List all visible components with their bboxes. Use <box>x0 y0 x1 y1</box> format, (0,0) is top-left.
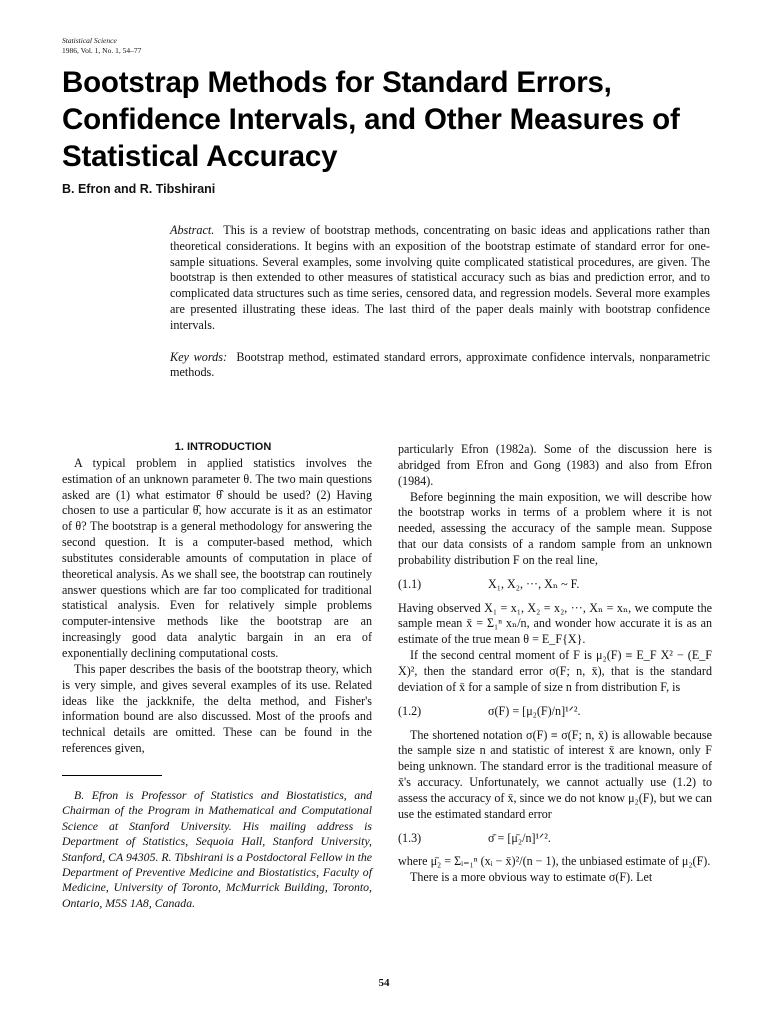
abstract-text: This is a review of bootstrap methods, concentrating on basic ideas and applications rather than theoretical considerations. It begins with an exposition of the bootstrap estimate of standard error for one-sample situations. Several examples, some involving quite complicated statistical procedures, are given. The bootstrap is then extended to other measures of statistical accuracy such as bias and prediction error, and to complicated data structures such as time series, censored data, and regression models. Several more examples are presented illustrating these ideas. The last third of the paper deals mainly with bootstrap confidence intervals. <box>170 223 711 332</box>
keywords-label: Key words: <box>170 349 228 364</box>
equation-number: (1.1) <box>398 576 422 591</box>
section-heading: 1. INTRODUCTION <box>174 441 272 453</box>
equation-1-2 <box>398 704 712 720</box>
right-paragraph-6: where μ̄₂ = Σᵢ₌₁ⁿ (xᵢ − x̄)²/(n − 1), the unbiased estimate of μ₂(F). <box>398 854 711 869</box>
equation-1-1 <box>398 577 712 593</box>
journal-issue: 1986, Vol. 1, No. 1, 54–77 <box>62 46 142 55</box>
right-column <box>398 442 712 886</box>
title-line-1: Bootstrap Methods for Standard Errors, <box>62 66 612 99</box>
equation-body: σ̄ = [μ̄₂/n]¹ᐟ². <box>488 830 551 845</box>
equation-1-3 <box>398 831 712 847</box>
equation-number: (1.3) <box>398 830 422 845</box>
equation-body: X₁, X₂, ···, Xₙ ~ F. <box>488 576 580 591</box>
footnote-rule <box>62 775 162 776</box>
right-paragraph-4: If the second central moment of F is μ₂(F) ≡ E_F X² − (E_F X)², then the standard error σ(F; n, x̄), that is the standard deviation of x̄ for a sample of size n from distribution F, is <box>398 648 712 694</box>
authors: B. Efron and R. Tibshirani <box>62 182 216 196</box>
right-paragraph-3: Having observed X₁ = x₁, X₂ = x₂, ···, Xₙ = xₙ, we compute the sample mean x̄ = Σ₁ⁿ xₙ/n, and wonder how accurate it is as an estimate of the true mean θ = E_F{X}. <box>398 600 712 647</box>
intro-paragraph-2: This paper describes the basis of the bootstrap theory, which is very simple, and gives several examples of its use. Related ideas like the jackknife, the delta method, and Fisher's information bound are also discussed. Most of the proofs and technical details are omitted. These can be found in the references given, <box>62 661 372 756</box>
keywords-text: Bootstrap method, estimated standard errors, approximate confidence intervals, nonparametric methods. <box>170 349 710 380</box>
right-paragraph-7: There is a more obvious way to estimate σ(F). Let <box>410 870 653 885</box>
author-footnote: B. Efron is Professor of Statistics and Biostatistics, and Chairman of the Program in Mathematical and Computational Science at Stanford University. His mailing address is Department of Statistics, Sequoia Hall, Stanford University, Stanford, CA 94305. R. Tibshirani is a Postdoctoral Fellow in the Department of Preventive Medicine and Biostatistics, Faculty of Medicine, University of Toronto, McMurrick Building, Toronto, Ontario, M5S 1A8, Canada. <box>62 787 372 910</box>
right-paragraph-2: Before beginning the main exposition, we will describe how the bootstrap works in terms of a problem where it is not needed, assessing the accuracy of the sample mean. Suppose that our data consists of a random sample from an unknown probability distribution F on the real line, <box>398 489 712 567</box>
abstract <box>170 223 710 381</box>
equation-body: σ(F) = [μ₂(F)/n]¹ᐟ². <box>488 703 581 718</box>
journal-name: Statistical Science <box>62 36 117 45</box>
keywords-paragraph <box>170 350 710 382</box>
right-paragraph-5: The shortened notation σ(F) ≡ σ(F; n, x̄) is allowable because the sample size n and statistic of interest x̄ are known, only F being unknown. The standard error is the traditional measure of x̄'s accuracy. Unfortunately, we cannot actually use (1.2) to assess the accuracy of x̄, since we do not know μ₂(F), but we can use the estimated standard error <box>398 727 712 821</box>
left-column <box>62 440 372 911</box>
title-line-3: Statistical Accuracy <box>62 140 338 173</box>
abstract-paragraph <box>170 223 710 334</box>
equation-number: (1.2) <box>398 703 422 718</box>
intro-paragraph-1: A typical problem in applied statistics involves the estimation of an unknown parameter θ. The two main questions asked are (1) what estimator θ̂ should be used? (2) Having chosen to use a particular θ̂, how accurate is it as an estimator of θ? The bootstrap is a general methodology for answering the second question. It is a computer-based method, which substitutes considerable amounts of computation in place of theoretical analysis. As we shall see, the bootstrap can routinely answer questions which are far too complicated for traditional statistical analysis. Even for relatively simple problems computer-intensive methods like the bootstrap are an increasingly good data analytic bargain in an era of exponentially declining computational costs. <box>62 455 372 660</box>
title-line-2: Confidence Intervals, and Other Measures of <box>62 103 680 136</box>
abstract-label: Abstract. <box>170 223 215 237</box>
paper-title <box>62 64 722 175</box>
page-number: 54 <box>378 977 390 989</box>
right-paragraph-1: particularly Efron (1982a). Some of the discussion here is abridged from Efron and Gong (1983) and also from Efron (1984). <box>398 442 712 488</box>
